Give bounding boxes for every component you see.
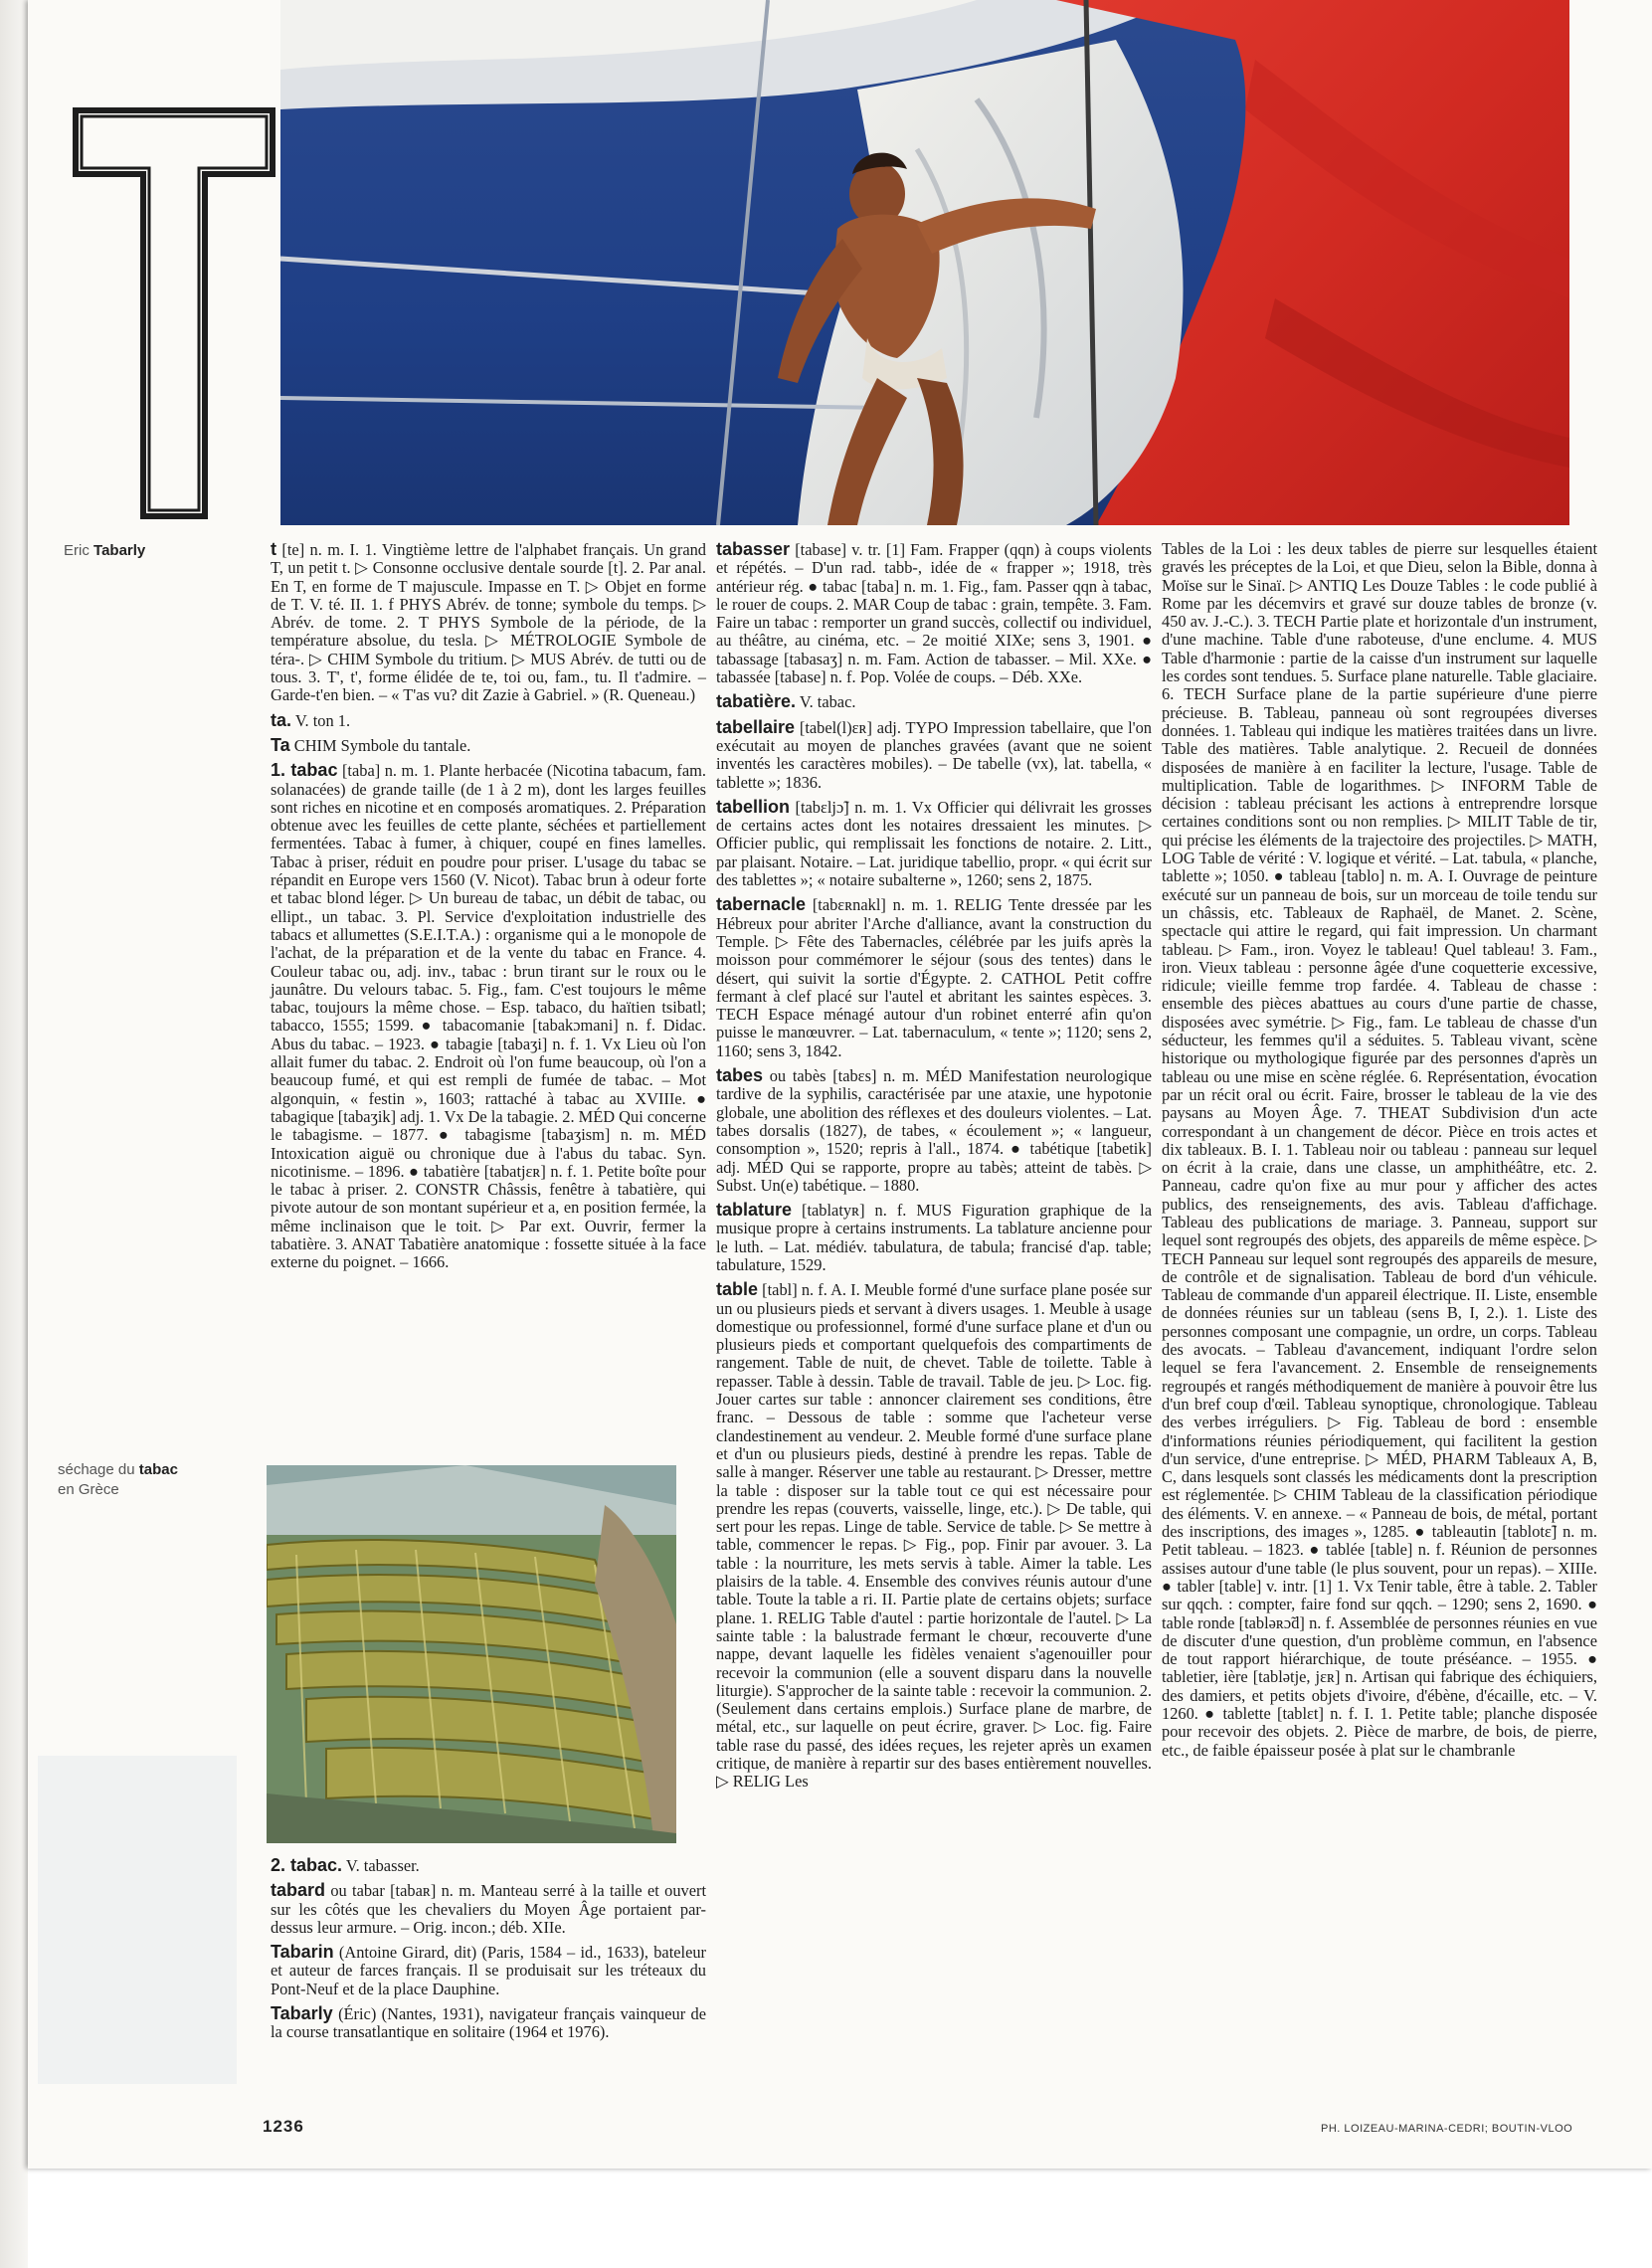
headword: t — [271, 539, 276, 559]
photo-caption-tabac — [58, 1460, 237, 1500]
entry-tabarly — [271, 2004, 706, 2042]
headword: tablature — [716, 1200, 793, 1221]
definition: V. ton 1. — [291, 710, 351, 730]
column-1-bottom — [271, 1856, 706, 2048]
entry-tabarin — [271, 1943, 706, 1998]
entry-tabellion — [716, 798, 1152, 889]
entry-t — [271, 540, 706, 705]
sailor-photo — [280, 0, 1569, 525]
caption-surname: Tabarly — [93, 542, 146, 559]
definition: [tabel(l)ɛʀ] adj. TYPO Impression tabellaire, que l'on exécutait au moyen de planches gravées (avant que ne soient inventés les caractères mobiles). – De tabelle (vx), lat. tabella, « tablette »; 1836. — [716, 717, 1152, 792]
definition: CHIM Symbole du tantale. — [289, 735, 471, 755]
definition: [tabɛljɔ̃] n. m. 1. Vx Officier qui délivrait les grosses de certains actes dont les notaires dressaient les minutes. ▷ Officier public, qui remplissait les fonctions de notaire. 2. Litt., par plaisant. Notaire. – Lat. juridique tabellio, propr. « qui écrit sur des tablettes »; « notaire subalterne », 1260; sens 2, 1875. — [716, 797, 1152, 890]
headword: ta. — [271, 709, 292, 730]
definition: [tablatyʀ] n. f. MUS Figuration graphique de la musique propre à certains instruments. La tablature ancienne pour le luth. – Lat. médiév. tabulatura, de tabula; francisé d'ap. table; tabulature, 1529. — [716, 1201, 1152, 1274]
headword: tabard — [271, 1880, 326, 1901]
faded-image-area — [38, 1756, 237, 2084]
caption-tabac-pre: séchage du — [58, 1461, 135, 1478]
entry-ta-chim — [271, 736, 706, 755]
entry-tablature — [716, 1201, 1152, 1274]
definition: [taba] n. m. 1. Plante herbacée (Nicotina tabacum, fam. solanacées) de grande taille (de 1 à 2 m), dont les larges feuilles sont riches en nicotine et en composés aromatiques. 2. Préparation obtenue avec les feuilles de cette plante, séchées et partiellement fermentées. Tabac à fumer, à chiquer, coupé en fines lamelles. Tabac à priser, réduit en poudre pour priser. L'usage du tabac se répandit en Europe vers 1560 (V. Nicot). Tabac brun à odeur forte et tabac blond léger. ▷ Un bureau de tabac, un débit de tabac, ou ellipt., un tabac. 3. Pl. Service d'exploitation industrielle des tabacs et allumettes (S.E.I.T.A.) : organisme qui a le monopole de l'achat, de la préparation et de la vente du tabac en France. 4. Couleur tabac ou, adj. inv., tabac : brun tirant sur le roux ou le jaunâtre. Du velours tabac. 5. Fig., fam. C'est toujours le même tabac, toujours la même chose. – Esp. tabaco, du haïtien tsibatl; tabacco, 1555; 1599. ● tabacomanie [tabakɔmani] n. f. Didac. Abus du tabac. – 1923. ● tabagie [tabaʒi] n. f. 1. Vx Lieu où l'on allait fumer du tabac. 2. Endroit où l'on fume beaucoup, où l'on a beaucoup fumé, et qui est rempli de fumée de tabac. – Mot algonquin, « festin », 1603; rattaché à tabac au XVIIIe. ● tabagique [tabaʒik] adj. 1. Vx De la tabagie. 2. MÉD Qui concerne le tabagisme. – 1877. ● tabagisme [tabaʒism] n. m. MÉD Intoxication aiguë ou chronique due à l'abus du tabac. Syn. nicotinisme. – 1896. ● tabatière [tabatjɛʀ] n. f. 1. Petite boîte pour le tabac à priser. 2. CONSTR Châssis, fenêtre à tabatière, qui pivote autour de son montant supérieur et a, en position fermée, la même inclinaison que le toit. ▷ Par ext. Ouvrir, fermer la tabatière. 3. ANAT Tabatière anatomique : fossette située à la face externe du poignet. – 1666. — [271, 761, 706, 1272]
definition: [tabase] v. tr. [1] Fam. Frapper (qqn) à coups violents et répétés. – D'un rad. tabb-, idée de « frapper »; 1918, très antérieur rég. ● tabac [taba] n. m. 1. Fig., fam. Passer qqn à tabac, le rouer de coups. 2. MAR Coup de tabac : grain, tempête. 3. Fam. Faire un tabac : remporter un grand succès, collectif ou individuel, au théâtre, au cinéma, etc. – 2e moitié XIXe; sens 3, 1901. ● tabassage [tabasaʒ] n. m. Fam. Action de tabasser. – Mil. XXe. ● tabassée [tabase] n. f. Pop. Volée de coups. – Déb. XXe. — [716, 540, 1152, 687]
entry-tabatiere — [716, 692, 1152, 711]
headword: tabellaire — [716, 716, 796, 737]
headword: tabasser — [716, 539, 791, 559]
definition: [te] n. m. I. 1. Vingtième lettre de l'alphabet français. Un grand T, un petit t. ▷ Consonne occlusive dentale sourde [t]. 2. Par anal. En T, en forme de T majuscule. Impasse en T. ▷ Objet en forme de T. V. té. II. 1. f PHYS Abrév. de tonne; symbole du temps. ▷ Abrév. de tome. 2. T PHYS Symbole de la période, de la température absolue, du tesla. ▷ MÉTROLOGIE Symbole de téra-. ▷ CHIM Symbole du tritium. ▷ MUS Abrév. de tutti ou de tous. 3. T', t', forme élidée de te, toi ou, fam., tu. Il t'admire. – Garde-t'en bien. – « T'as vu? dit Zazie à Gabriel. » (R. Queneau.) — [271, 540, 706, 705]
definition: V. tabac. — [796, 692, 856, 712]
headword: 2. tabac. — [271, 1855, 343, 1875]
headword: Tabarly — [271, 2003, 333, 2024]
column-3 — [1162, 540, 1597, 1766]
definition: (Antoine Girard, dit) (Paris, 1584 – id., 1633), bateleur et auteur de farces français. Il se produisait sur les tréteaux du Pont-Neuf et de la place Dauphine. — [271, 1943, 706, 1998]
headword: Tabarin — [271, 1942, 334, 1963]
headword: tabernacle — [716, 894, 807, 915]
caption-tabac-post: en Grèce — [58, 1481, 119, 1498]
headword: tabes — [716, 1065, 764, 1086]
page-edge-shadow — [0, 0, 28, 2268]
headword: table — [716, 1279, 759, 1300]
entry-tabes — [716, 1066, 1152, 1195]
definition: [tabl] n. f. A. I. Meuble formé d'une surface plane posée sur un ou plusieurs pieds et servant à divers usages. 1. Meuble à usage domestique ou professionnel, formé d'une surface plane et d'un ou plusieurs pieds et comportant quelquefois des compartiments de rangement. Table de nuit, de chevet. Table de toilette. Table à repasser. Table à dessin. Table de travail. Table de jeu. ▷ Loc. fig. Jouer cartes sur table : annoncer clairement ses conditions, être franc. – Dessous de table : somme que l'acheteur verse clandestinement au vendeur. 2. Meuble formé d'une surface plane et d'un ou plusieurs pieds, destiné à prendre les repas. Table de salle à manger. Réserver une table au restaurant. ▷ Dresser, mettre la table : disposer sur la table tout ce qui est nécessaire pour prendre les repas (couverts, vaisselle, linge, etc.). ▷ De table, qui sert pour les repas. Linge de table. Service de table. ▷ Se mettre à table, commencer le repas. ▷ Fig., pop. Finir par avouer. 3. La table : la nourriture, les mets servis à table. Aimer la table. Les plaisirs de la table. 4. Ensemble des convives réunis autour d'une table. Toute la table a ri. II. Partie plate de certains objets; surface plane. 1. RELIG Table d'autel : partie horizontale de l'autel. ▷ La sainte table : la balustrade fermant le chœur, recouverte d'une nappe, devant laquelle les fidèles venaient s'agenouiller pour recevoir la communion (elle a souvent disparu dans la nouvelle liturgie). S'approcher de la sainte table : recevoir la communion. 2. (Seulement dans certains emplois.) Surface plane de marbre, de métal, etc., sur laquelle on peut écrire, graver. ▷ Loc. fig. Faire table rase du passé, des idées reçues, les rejeter après un examen critique, de manière à repartir sur des bases entièrement nouvelles. ▷ RELIG Les — [716, 1280, 1152, 1792]
letter-t-initial — [70, 104, 278, 522]
entry-table — [716, 1280, 1152, 1791]
photo-credit: PH. LOIZEAU-MARINA-CEDRI; BOUTIN-VLOO — [1321, 2123, 1573, 2135]
entry-tabac-2 — [271, 1856, 706, 1875]
definition: [tabɛʀnakl] n. m. 1. RELIG Tente dressée par les Hébreux pour abriter l'Arche d'alliance, avant la construction du Temple. ▷ Fête des Tabernacles, célébrée par les juifs après la moisson pour commémorer le séjour (sous des tentes) dans le désert, qui suivit la sortie d'Égypte. 2. CATHOL Petit coffre fermant à clef placé sur l'autel et abritant les saintes espèces. 3. TECH Espace ménagé autour d'un robinet enterré afin qu'on puisse le manœuvrer. – Lat. tabernaculum, « tente »; 1120; sens 2, 1160; sens 3, 1842. — [716, 895, 1152, 1060]
tobacco-drying-photo — [267, 1465, 676, 1843]
entry-tabac-1 — [271, 761, 706, 1271]
dictionary-page — [28, 0, 1652, 2169]
definition: ou tabès [tabɛs] n. m. MÉD Manifestation neurologique tardive de la syphilis, caractérisée par une ataxie, une hypotonie globale, une abolition des réflexes et des douleurs violentes. – Lat. tabes dorsalis (1827), de tabes, « écoulement »; « langueur, consomption », 1520; repris à l'all., 1874. ● tabétique [tabetik] adj. MÉD Qui se rapporte, propre au tabès; atteint de tabès. ▷ Subst. Un(e) tabétique. – 1880. — [716, 1066, 1152, 1195]
headword: tabatière. — [716, 691, 797, 712]
entry-tabernacle — [716, 895, 1152, 1060]
entry-tabasser — [716, 540, 1152, 686]
entry-table-continued: Tables de la Loi : les deux tables de pierre sur lesquelles étaient gravés les préceptes de la Loi, et que Dieu, selon la Bible, donna à Moïse sur le Sinaï. ▷ ANTIQ Les Douze Tables : le code publié à Rome par les décemvirs et gravé sur douze tables de bronze (v. 450 av. J.-C.). 3. TECH Partie plate et horizontale d'un instrument, d'une machine. Table d'une raboteuse, d'une enclume. 4. MUS Table d'harmonie : partie de la caisse d'un instrument sur laquelle les cordes sont tendues. 5. Surface plane naturelle. Table glaciaire. 6. TECH Surface plane de la partie supérieure d'une pierre précieuse. B. Tableau, panneau où sont regroupées diverses données. 1. Tableau qui indique les matières traitées dans un livre. Table des matières. Table analytique. 2. Recueil de données disposées de manière à en faciliter la lecture, l'usage. Table de multiplication. Table de logarithmes. ▷ INFORM Table de décision : tableau précisant les actions à entreprendre lorsque certaines conditions sont ou non remplies. ▷ MILIT Table de tir, qui précise les éléments de la trajectoire des projectiles. ▷ MATH, LOG Table de vérité : V. logique et vérité. – Lat. tabula, « planche, tablette »; 1050. ● tableau [tablo] n. m. A. I. Ouvrage de peinture exécuté sur un panneau de bois, sur un morceau de toile tendu sur un châssis, etc. Tableaux de Raphaël, de Manet. 2. Scène, spectacle qui attire le regard, qui fait impression. Un charmant tableau. ▷ Fam., iron. Voyez le tableau! Quel tableau! 3. Fam., iron. Vieux tableau : personne âgée d'une coquetterie excessive, ridicule; vieille femme trop fardée. 4. Tableau de chasse : ensemble des pièces abattues au cours d'une partie de chasse, disposées avec symétrie. ▷ Fig., fam. Le tableau de chasse d'un séducteur, les femmes qu'il a séduites. 5. Tableau vivant, scène historique ou mythologique figurée par des personnes d'après un tableau ou une mise en scène réglée. 6. Représentation, évocation par un récit oral ou écrit. Faire, brosser le tableau de la vie des paysans au Moyen Âge. 7. THEAT Subdivision d'un acte correspondant à un changement de décor. Pièce en trois actes et dix tableaux. B. I. 1. Tableau noir ou tableau : panneau sur lequel on écrit à la craie, dans une classe, un amphithéâtre, etc. 2. Panneau, cadre qu'on fixe au mur pour y afficher des actes publics, des renseignements, des avis. Tableau d'affichage. Tableau des publications de mariage. 3. Panneau, support sur lequel sont regroupés des objets, des appareils de même espèce. ▷ TECH Panneau sur lequel sont regroupés des appareils de mesure, de contrôle et de signalisation. Tableau de bord d'un véhicule. Tableau de commande d'un appareil électrique. II. Liste, ensemble de données réunies sur un tableau (sens B, I, 2.). 1. Liste des personnes composant une compagnie, un ordre, un corps. Tableau des avocats. – Tableau d'avancement, indiquant l'ordre selon lequel se fera l'avancement. 2. Ensemble de renseignements regroupés et rangés méthodiquement de manière à pouvoir être lus d'un bref coup d'œil. Tableau synoptique, chronologique. Tableau des verbes irréguliers. ▷ Fig. Tableau de bord : ensemble d'informations réunies périodiquement, qui facilitent la gestion d'un service, d'une entreprise. ▷ MÉD, PHARM Tableaux A, B, C, dans lesquels sont classés les médicaments dont la prescription est réglementée. ▷ CHIM Tableau de la classification périodique des éléments. V. en annexe. – « Panneau de bois, de métal, portant des inscriptions, des images », 1285. ● tableautin [tablotɛ̃] n. m. Petit tableau. – 1823. ● tablée [table] n. f. Réunion de personnes assises autour d'une table (le plus souvent, pour un repas). – XIIIe. ● tabler [table] v. intr. [1] 1. Vx Tenir table, être à table. 2. Tabler sur qqch. : compter, faire fond sur qqch. – 1290; sens 2, 1690. ● table ronde [tablәʀɔ̃d] n. f. Assemblée de personnes réunies en vue de discuter d'une question, d'un problème commun, en l'absence de tout rapport hiérarchique, de toute préséance. – 1955. ● tabletier, ière [tablәtje, jɛʀ] n. Artisan qui fabrique des échiquiers, des damiers, et petits objets d'ivoire, d'ébène, d'écaille, etc. – V. 1260. ● tablette [tablɛt] n. f. I. 1. Petite table; planche disposée pour recevoir des objets. 2. Pièce de marbre, de bois, de pierre, etc., de faible épaisseur posée à plat sur le chambranle — [1162, 539, 1597, 1760]
column-2 — [716, 540, 1152, 1797]
definition: (Éric) (Nantes, 1931), navigateur français vainqueur de la course transatlantique en solitaire (1964 et 1976). — [271, 2004, 706, 2042]
photo-caption-tabarly — [64, 541, 145, 561]
definition: V. tabasser. — [342, 1856, 420, 1875]
headword: tabellion — [716, 796, 791, 817]
column-1 — [271, 540, 706, 1278]
entry-tabard — [271, 1881, 706, 1937]
headword: Ta — [271, 734, 290, 755]
caption-first-name: Eric — [64, 542, 90, 559]
page-number: 1236 — [263, 2117, 304, 2136]
entry-tabellaire — [716, 718, 1152, 792]
entry-ta — [271, 711, 706, 730]
caption-tabac-word: tabac — [138, 1461, 178, 1478]
headword: 1. tabac — [271, 760, 338, 781]
definition: ou tabar [tabaʀ] n. m. Manteau serré à la taille et ouvert sur les côtés que les chevaliers du Moyen Âge portaient par-dessus leur armure. – Orig. incon.; déb. XIIe. — [271, 1881, 706, 1937]
